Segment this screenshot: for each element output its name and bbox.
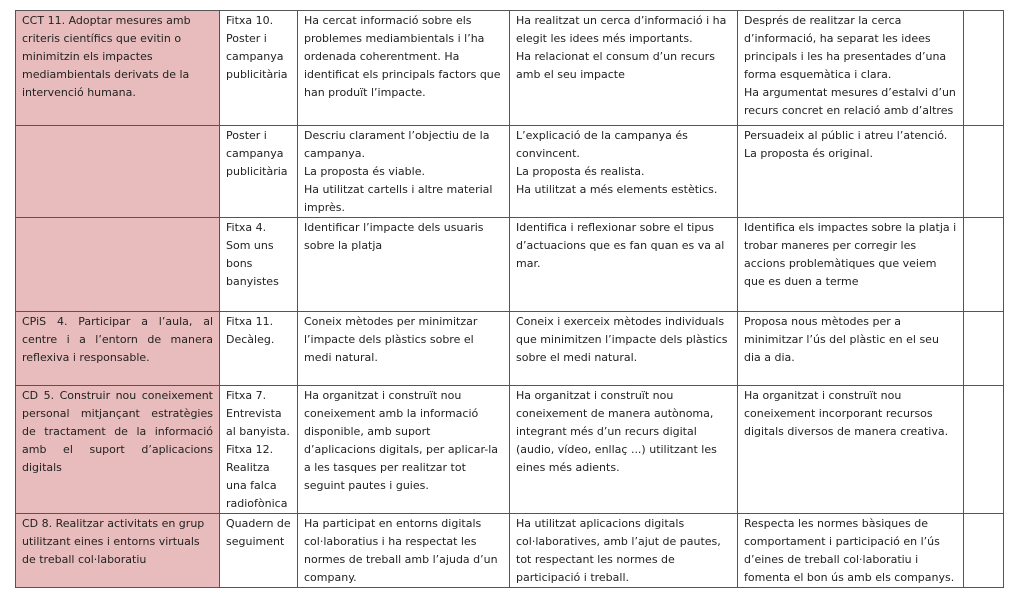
criterion-text: Identifica i reflexionar sobre el tipus d’actuacions que es fan quan es va al mar. xyxy=(516,221,725,270)
level-2-cell xyxy=(510,218,738,312)
level-1-cell xyxy=(298,11,510,126)
activity-cell: Fitxa 7. Entrevista al banyista. Fitxa 12. Realitza una falca radiofònica xyxy=(220,386,298,514)
level-1-cell xyxy=(298,126,510,218)
criterion-text: La proposta és viable. xyxy=(304,165,425,178)
score-cell[interactable] xyxy=(964,218,1004,312)
criterion-text: Ha cercat informació sobre els problemes mediambientals i l’ha ordenada coherentment. Ha identificat els principals factors que han produït l’impacte. xyxy=(304,14,501,99)
criterion-text: La proposta és original. xyxy=(744,147,873,160)
score-cell[interactable] xyxy=(964,514,1004,588)
criterion-text: Ha realitzat un cerca d’informació i ha elegit les idees més importants. xyxy=(516,14,727,45)
level-2-cell xyxy=(510,514,738,588)
competence-cell xyxy=(16,126,220,218)
level-2-cell xyxy=(510,126,738,218)
level-2-cell xyxy=(510,11,738,126)
level-3-cell xyxy=(738,312,964,386)
activity-cell: Quadern de seguiment xyxy=(220,514,298,588)
level-3-cell xyxy=(738,514,964,588)
score-cell[interactable] xyxy=(964,312,1004,386)
level-3-cell xyxy=(738,11,964,126)
level-3-cell xyxy=(738,386,964,514)
level-1-cell xyxy=(298,312,510,386)
competence-cell xyxy=(16,218,220,312)
level-2-cell xyxy=(510,386,738,514)
level-3-cell xyxy=(738,218,964,312)
activity-cell: Fitxa 4. Som uns bons banyistes xyxy=(220,218,298,312)
criterion-text: Coneix i exerceix mètodes individuals que minimitzen l’impacte dels plàstics sobre el medi natural. xyxy=(516,315,728,364)
table-row xyxy=(16,11,1004,126)
table-row xyxy=(16,126,1004,218)
level-1-cell xyxy=(298,386,510,514)
activity-cell: Fitxa 11. Decàleg. xyxy=(220,312,298,386)
activity-cell: Fitxa 10. Poster i campanya publicitària xyxy=(220,11,298,126)
score-cell[interactable] xyxy=(964,126,1004,218)
score-cell[interactable] xyxy=(964,386,1004,514)
competence-cell: CPiS 4. Participar a l’aula, al centre i a l’entorn de manera reflexiva i responsable. xyxy=(16,312,220,386)
table-row xyxy=(16,312,1004,386)
level-1-cell xyxy=(298,218,510,312)
criterion-text: Ha organitzat i construït nou coneixement de manera autònoma, integrant més d’un recurs digital (audio, vídeo, enllaç ...) utilitzant les eines més adients. xyxy=(516,389,717,474)
criterion-text: Després de realitzar la cerca d’informació, ha separat les idees principals i les ha presentades d’una forma esquemàtica i clara. xyxy=(744,14,947,81)
table-row xyxy=(16,514,1004,588)
criterion-text: La proposta és realista. xyxy=(516,165,645,178)
activity-cell: Poster i campanya publicitària xyxy=(220,126,298,218)
criterion-text: Ha utilitzat cartells i altre material imprès. xyxy=(304,183,493,214)
level-1-cell xyxy=(298,514,510,588)
criterion-text: Ha organitzat i construït nou coneixement incorporant recursos digitals diversos de manera creativa. xyxy=(744,389,949,438)
criterion-text: Ha relacionat el consum d’un recurs amb el seu impacte xyxy=(516,50,715,81)
criterion-text: Identifica els impactes sobre la platja i trobar maneres per corregir les accions problemàtiques que veiem que es duen a terme xyxy=(744,221,957,288)
table-row xyxy=(16,218,1004,312)
criterion-text: Persuadeix al públic i atreu l’atenció. xyxy=(744,129,948,142)
criterion-text: Coneix mètodes per minimitzar l’impacte dels plàstics sobre el medi natural. xyxy=(304,315,478,364)
criterion-text: L’explicació de la campanya és convincent. xyxy=(516,129,688,160)
score-cell[interactable] xyxy=(964,11,1004,126)
criterion-text: Descriu clarament l’objectiu de la campanya. xyxy=(304,129,490,160)
criterion-text: Respecta les normes bàsiques de comportament i participació en l’ús d’eines de treball col·laboratiu i fomenta el bon ús amb els companys. xyxy=(744,517,955,584)
competence-cell: CCT 11. Adoptar mesures amb criteris científics que evitin o minimitzin els impactes mediambientals derivats de la intervenció humana. xyxy=(16,11,220,126)
criterion-text: Proposa nous mètodes per a minimitzar l’ús del plàstic en el seu dia a dia. xyxy=(744,315,939,364)
criterion-text: Ha argumentat mesures d’estalvi d’un recurs concret en relació amb d’altres xyxy=(744,86,956,117)
criterion-text: Ha utilitzat a més elements estètics. xyxy=(516,183,718,196)
rubric-table xyxy=(15,10,1004,588)
level-3-cell xyxy=(738,126,964,218)
competence-cell: CD 8. Realitzar activitats en grup utilitzant eines i entorns virtuals de treball col·laboratiu xyxy=(16,514,220,588)
table-row xyxy=(16,386,1004,514)
criterion-text: Ha utilitzat aplicacions digitals col·laboratives, amb l’ajut de pautes, tot respectant les normes de participació i treball. xyxy=(516,517,721,584)
level-2-cell xyxy=(510,312,738,386)
criterion-text: Identificar l’impacte dels usuaris sobre la platja xyxy=(304,221,484,252)
criterion-text: Ha participat en entorns digitals col·laboratius i ha respectat les normes de treball amb l’ajuda d’un company. xyxy=(304,517,498,584)
competence-cell: CD 5. Construir nou coneixement personal mitjançant estratègies de tractament de la informació amb el suport d’aplicacions digitals xyxy=(16,386,220,514)
criterion-text: Ha organitzat i construït nou coneixement amb la informació disponible, amb suport d’aplicacions digitals, per aplicar-la a les tasques per realitzar tot seguint pautes i guies. xyxy=(304,389,499,492)
